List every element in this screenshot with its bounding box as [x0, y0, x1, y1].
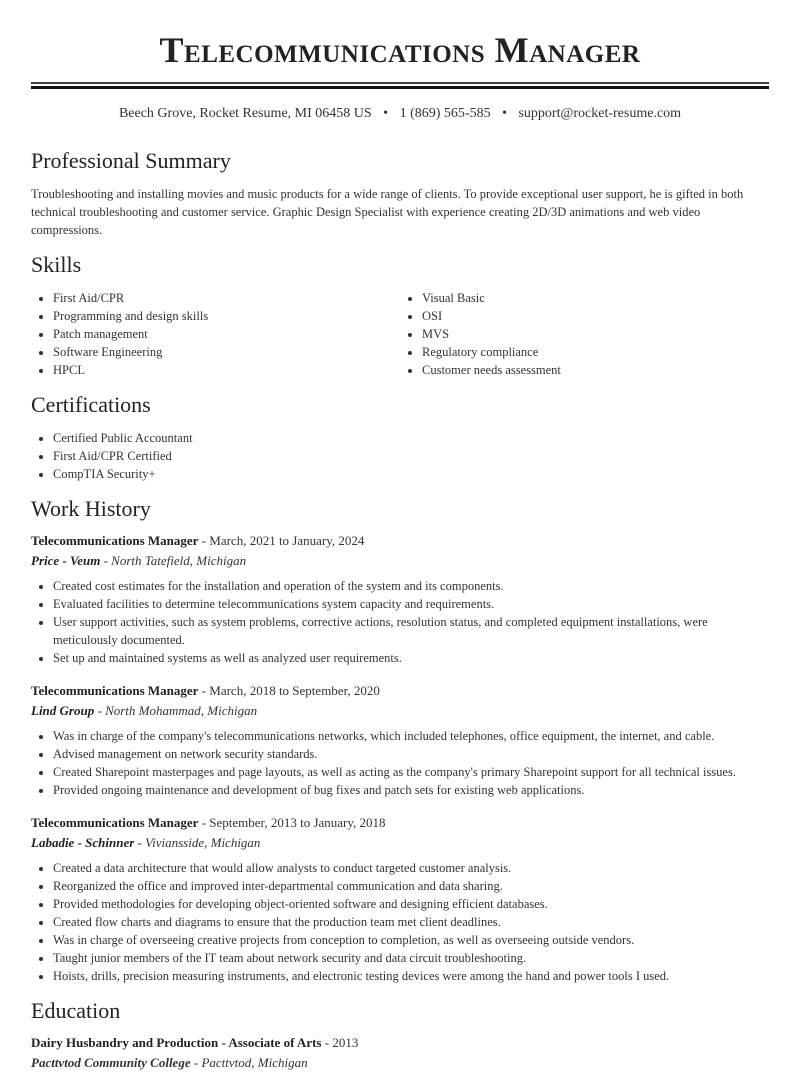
resume-title: Telecommunications Manager: [159, 30, 641, 70]
job-bullet: • Advised management on network security standards.: [53, 745, 769, 763]
skill-item: • MVS: [422, 325, 769, 343]
job-dates: September, 2013 to January, 2018: [209, 815, 386, 830]
job-bullets: [31, 859, 769, 985]
skills-column-left: [31, 289, 400, 379]
job-bullet: • Created Sharepoint masterpages and page layouts, as well as acting as the company's primary Sharepoint support for all technical issues.: [53, 763, 769, 781]
education-school-line: Pacttvtod Community College - Pacttvtod, Michigan: [31, 1055, 308, 1070]
job-bullet: • Evaluated facilities to determine telecommunications system capacity and requirements.: [53, 595, 769, 613]
job-location: North Tatefield, Michigan: [111, 553, 247, 568]
skill-item: • Visual Basic: [422, 289, 769, 307]
job-company-line: Price - Veum - North Tatefield, Michigan: [31, 553, 247, 568]
job-bullet: • Hoists, drills, precision measuring instruments, and electronic testing devices were among the hand and power tools I used.: [53, 967, 769, 985]
section-work-history: [31, 495, 769, 985]
job-bullets: [31, 577, 769, 667]
job-bullet: • Set up and maintained systems as well as analyzed user requirements.: [53, 649, 769, 667]
job-dates: March, 2021 to January, 2024: [209, 533, 365, 548]
job-bullet: • Was in charge of overseeing creative projects from conception to completion, as well as overseeing outside vendors.: [53, 931, 769, 949]
job-bullet: • Created a data architecture that would allow analysts to conduct targeted customer analysis.: [53, 859, 769, 877]
skill-item: • HPCL: [53, 361, 400, 379]
bullet-separator: •: [383, 106, 389, 121]
certification-item: • Certified Public Accountant: [53, 429, 769, 447]
certifications-list: [31, 429, 769, 483]
skill-item: • Customer needs assessment: [422, 361, 769, 379]
job-bullet: • Provided ongoing maintenance and development of bug fixes and patch sets for existing web applications.: [53, 781, 769, 799]
job-bullets: [31, 727, 769, 799]
section-heading: Work History: [31, 496, 151, 521]
skill-item: • Patch management: [53, 325, 400, 343]
section-professional-summary: [31, 147, 769, 239]
section-skills: [31, 251, 769, 379]
section-education: [31, 997, 769, 1073]
skill-item: • OSI: [422, 307, 769, 325]
job-title: Telecommunications Manager: [31, 533, 199, 548]
job-location: North Mohammad, Michigan: [105, 703, 258, 718]
job-dates: March, 2018 to September, 2020: [209, 683, 380, 698]
section-heading: Skills: [31, 252, 82, 277]
job-bullet: • Provided methodologies for developing object-oriented software and designing efficient databases.: [53, 895, 769, 913]
job-company: Labadie - Schinner: [31, 835, 135, 850]
section-heading: Education: [31, 998, 121, 1023]
summary-text: Troubleshooting and installing movies and music products for a wide range of clients. To provide exceptional user support, he is gifted in both technical troubleshooting and customer service. Graphic Design Specialist with experience creating 2D/3D animations and web video compressions.: [31, 187, 744, 237]
contact-email: support@rocket-resume.com: [518, 106, 682, 121]
job-bullet: • Taught junior members of the IT team about network security and data circuit troubleshooting.: [53, 949, 769, 967]
job-bullet: • Created cost estimates for the installation and operation of the system and its components.: [53, 577, 769, 595]
contact-address: Beech Grove, Rocket Resume, MI 06458 US: [118, 106, 372, 121]
skills-grid: [31, 289, 769, 379]
education-degree: Dairy Husbandry and Production - Associate of Arts: [31, 1035, 322, 1050]
job-header: Telecommunications Manager - March, 2021 to January, 2024: [31, 533, 365, 548]
skills-column-right: [400, 289, 769, 379]
job-header: Telecommunications Manager - March, 2018 to September, 2020: [31, 683, 380, 698]
section-certifications: [31, 391, 769, 483]
job-title: Telecommunications Manager: [31, 683, 199, 698]
job-bullet: • Reorganized the office and improved inter-departmental communication and data sharing.: [53, 877, 769, 895]
job-bullet: • Created flow charts and diagrams to ensure that the production team met client deadlines.: [53, 913, 769, 931]
job-bullet: • User support activities, such as system problems, corrective actions, resolution status, and completed equipment installations, were meticulously documented.: [53, 613, 769, 649]
job-location: Viviansside, Michigan: [145, 835, 261, 850]
job-title: Telecommunications Manager: [31, 815, 199, 830]
section-heading: Professional Summary: [31, 148, 231, 173]
job-header: Telecommunications Manager - September, 2013 to January, 2018: [31, 815, 386, 830]
certification-item: • First Aid/CPR Certified: [53, 447, 769, 465]
job-entry: [31, 813, 769, 985]
contact-phone: 1 (869) 565-585: [399, 106, 491, 121]
job-entry: [31, 681, 769, 799]
education-year: 2013: [332, 1035, 359, 1050]
section-heading: Certifications: [31, 392, 151, 417]
job-company-line: Labadie - Schinner - Viviansside, Michigan: [31, 835, 261, 850]
job-company: Lind Group: [31, 703, 95, 718]
skill-item: • Regulatory compliance: [422, 343, 769, 361]
bullet-separator: •: [502, 106, 507, 121]
job-company-line: Lind Group - North Mohammad, Michigan: [31, 703, 258, 718]
contact-line: [31, 105, 769, 123]
title-divider: [31, 82, 769, 89]
skill-item: • First Aid/CPR: [53, 289, 400, 307]
education-location: Pacttvtod, Michigan: [201, 1055, 308, 1070]
education-header: Dairy Husbandry and Production - Associate of Arts - 2013: [31, 1035, 359, 1050]
skill-item: • Software Engineering: [53, 343, 400, 361]
job-bullet: • Was in charge of the company's telecommunications networks, which included telephones, office equipment, the internet, and cable.: [53, 727, 769, 745]
job-company: Price - Veum: [31, 553, 101, 568]
skill-item: • Programming and design skills: [53, 307, 400, 325]
education-school: Pacttvtod Community College: [31, 1055, 191, 1070]
certification-item: • CompTIA Security+: [53, 465, 769, 483]
job-entry: [31, 531, 769, 667]
